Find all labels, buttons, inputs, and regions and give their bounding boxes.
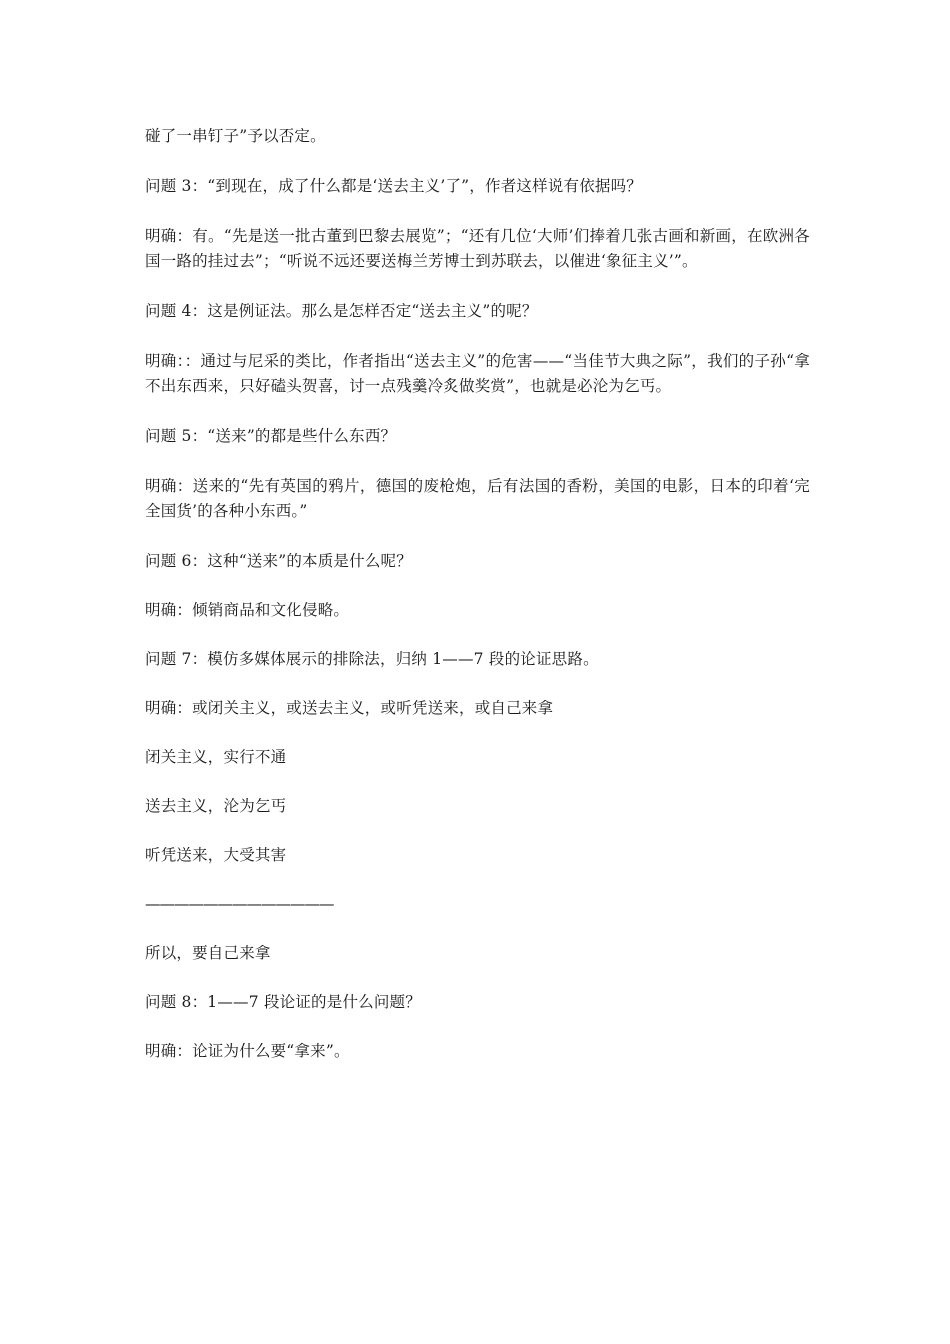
- summary-line-2: 送去主义，沦为乞丐: [145, 797, 287, 815]
- summary-line-3: 听凭送来，大受其害: [145, 846, 287, 864]
- question-6: 问题 6：这种“送来”的本质是什么呢？: [145, 552, 412, 570]
- question-7: 问题 7：模仿多媒体展示的排除法，归纳 1——7 段的论证思路。: [145, 650, 599, 668]
- question-4: 问题 4：这是例证法。那么是怎样否定“送去主义”的呢？: [145, 302, 538, 320]
- answer-5: 明确：送来的“先有英国的鸦片，德国的废枪炮，后有法国的香粉，美国的电影，日本的印着‘完全国货’的各种小东西。”: [145, 477, 810, 520]
- summary-line-1: 闭关主义，实行不通: [145, 748, 287, 766]
- answer-7: 明确：或闭关主义，或送去主义，或听凭送来，或自己来拿: [145, 699, 554, 717]
- conclusion-line: 所以，要自己来拿: [145, 944, 271, 962]
- question-8: 问题 8：1——7 段论证的是什么问题？: [145, 993, 421, 1011]
- divider-rule: —————————————: [145, 895, 334, 913]
- answer-3: 明确：有。“先是送一批古董到巴黎去展览”；“还有几位‘大师’们捧着几张古画和新画，在欧洲各国一路的挂过去”；“听说不远还要送梅兰芳博士到苏联去，以催进‘象征主义’”。: [145, 227, 810, 270]
- document-body: [145, 124, 810, 1064]
- answer-8: 明确：论证为什么要“拿来”。: [145, 1042, 350, 1060]
- question-5: 问题 5：“送来”的都是些什么东西？: [145, 427, 397, 445]
- paragraph-continuation: 碰了一串钉子”予以否定。: [145, 127, 326, 145]
- question-3: 问题 3：“到现在，成了什么都是‘送去主义’了”，作者这样说有依据吗？: [145, 177, 642, 195]
- answer-4: 明确：：通过与尼采的类比，作者指出“送去主义”的危害——“当佳节大典之际”，我们的子孙“拿不出东西来，只好磕头贺喜，讨一点残羹冷炙做奖赏”，也就是必沦为乞丐。: [145, 352, 810, 395]
- answer-6: 明确：倾销商品和文化侵略。: [145, 601, 350, 619]
